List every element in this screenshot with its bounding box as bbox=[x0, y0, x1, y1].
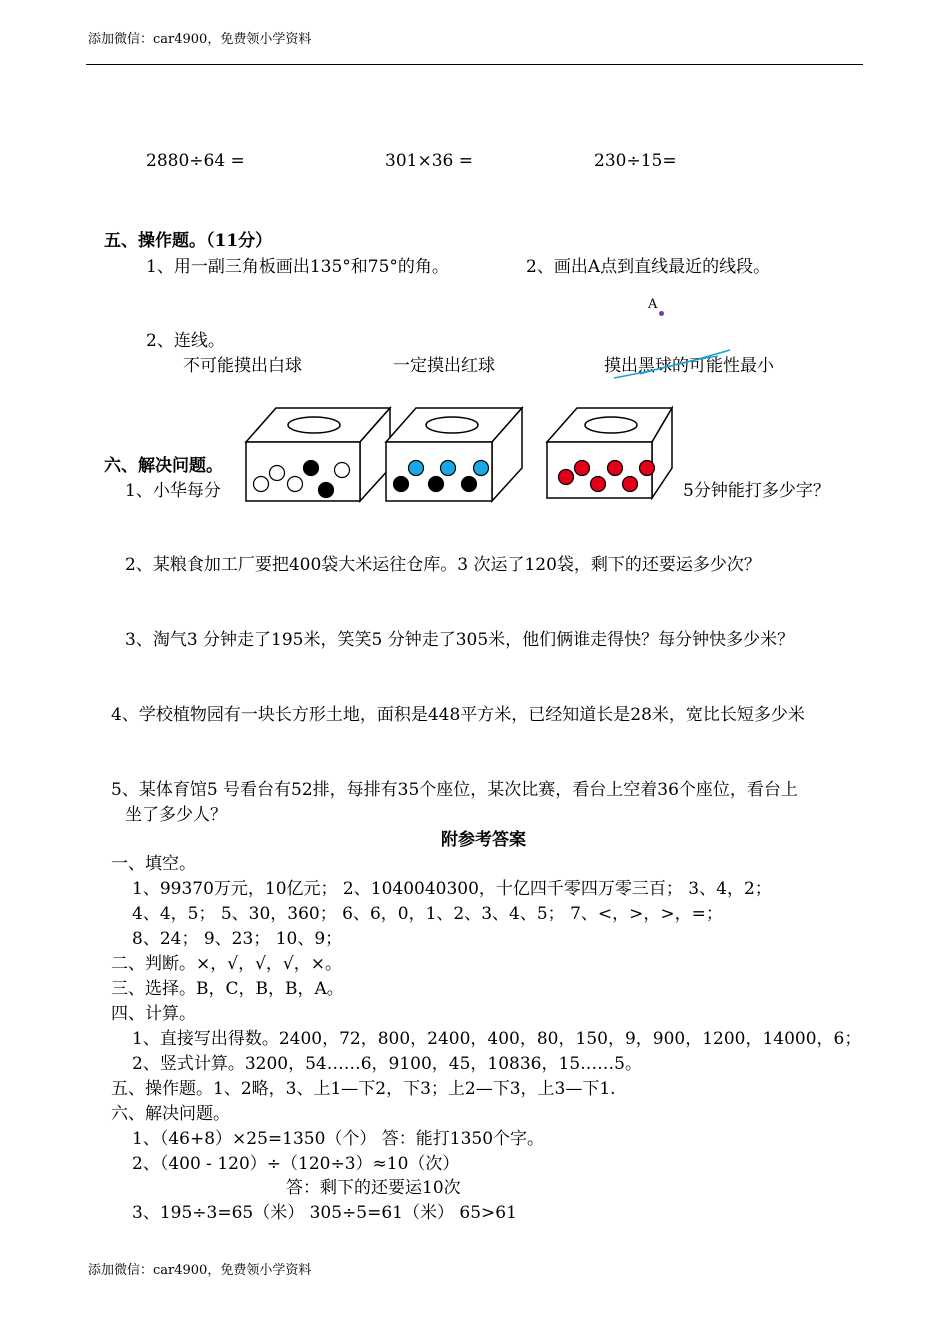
problem5-line2: 坐了多少人？ bbox=[125, 805, 227, 825]
page-header: 添加微信：car4900，免费领小学资料 bbox=[88, 32, 312, 47]
answer-line: 4、4，5； 5、30，360； 6、6，0，1、2、3、4、5； 7、<，>，>，=； bbox=[132, 904, 723, 924]
section5-item1: 1、用一副三角板画出135°和75°的角。 bbox=[146, 257, 449, 277]
calc-question-2: 301×36 = bbox=[385, 151, 473, 171]
problem3: 3、淘气3 分钟走了195米，笑笑5 分钟走了305米，他们俩谁走得快？每分钟快多少米？ bbox=[125, 630, 795, 650]
answer-line: 8、24； 9、23； 10、9； bbox=[132, 929, 343, 949]
black-ball bbox=[319, 483, 334, 498]
probability-boxes bbox=[240, 402, 680, 504]
white-ball bbox=[254, 477, 269, 492]
red-ball bbox=[623, 477, 638, 492]
box-1 bbox=[246, 408, 390, 501]
red-ball bbox=[575, 461, 590, 476]
answer-line: 答：剩下的还要运10次 bbox=[286, 1178, 461, 1198]
answer-line: 2、竖式计算。3200，54……6，9100，45，10836，15……5。 bbox=[132, 1054, 642, 1074]
calc-question-1: 2880÷64 = bbox=[146, 151, 245, 171]
section6-title: 六、解决问题。 bbox=[104, 456, 223, 476]
answer-line: 五、操作题。1、2略，3、上1—下2，下3；上2—下3，上3—下1. bbox=[111, 1079, 616, 1099]
section5-item2: 2、画出A点到直线最近的线段。 bbox=[526, 257, 771, 277]
option-no-white: 不可能摸出白球 bbox=[183, 356, 302, 376]
page-footer: 添加微信：car4900，免费领小学资料 bbox=[88, 1263, 312, 1278]
box-2 bbox=[386, 408, 522, 501]
black-ball bbox=[394, 477, 409, 492]
cyan-ball bbox=[409, 461, 424, 476]
answer-line: 二、判断。×，√，√，√，×。 bbox=[111, 954, 342, 974]
red-ball bbox=[559, 470, 574, 485]
handwritten-stroke bbox=[610, 344, 735, 384]
option-black-least: 摸出黑球的可能性最小 bbox=[604, 356, 774, 376]
problem5-line1: 5、某体育馆5 号看台有52排，每排有35个座位，某次比赛，看台上空着36个座位，看台上 bbox=[111, 780, 798, 800]
problem1-start: 1、小华每分 bbox=[125, 481, 221, 501]
cyan-ball bbox=[474, 461, 489, 476]
section5-title: 五、操作题。（11分） bbox=[104, 231, 273, 251]
box-3 bbox=[547, 408, 672, 498]
option-certain-red: 一定摸出红球 bbox=[393, 356, 495, 376]
cyan-ball bbox=[441, 461, 456, 476]
answer-line: 2、（400 - 120）÷（120÷3）≈10（次） bbox=[132, 1154, 460, 1174]
black-ball bbox=[429, 477, 444, 492]
white-ball bbox=[335, 463, 350, 478]
white-ball bbox=[270, 466, 285, 481]
answer-line: 1、99370万元，10亿元； 2、1040040300，十亿四千零四万零三百； 3、4，2； bbox=[132, 879, 772, 899]
header-rule bbox=[86, 64, 863, 65]
point-a-dot bbox=[659, 311, 664, 316]
answer-line: 一、填空。 bbox=[111, 854, 196, 874]
answer-line: 1、直接写出得数。2400，72，800，2400，400，80，150，9，900，1200，14000，6； bbox=[132, 1029, 862, 1049]
point-a-label: A bbox=[648, 297, 658, 312]
problem1-end: 5分钟能打多少字？ bbox=[683, 481, 830, 501]
answer-line: 1、（46+8）×25=1350（个） 答：能打1350个字。 bbox=[132, 1129, 545, 1149]
answers-title: 附参考答案 bbox=[441, 830, 526, 850]
answer-line: 四、计算。 bbox=[111, 1004, 196, 1024]
answer-line: 3、195÷3=65（米） 305÷5=61（米） 65>61 bbox=[132, 1203, 517, 1223]
answer-line: 六、解决问题。 bbox=[111, 1104, 230, 1124]
black-ball bbox=[462, 477, 477, 492]
black-ball bbox=[304, 461, 319, 476]
problem2: 2、某粮食加工厂要把400袋大米运往仓库。3 次运了120袋，剩下的还要运多少次？ bbox=[125, 555, 761, 575]
calc-question-3: 230÷15= bbox=[594, 151, 677, 171]
red-ball bbox=[608, 461, 623, 476]
answer-line: 三、选择。B，C，B，B，A。 bbox=[111, 979, 344, 999]
red-ball bbox=[640, 461, 655, 476]
white-ball bbox=[288, 477, 303, 492]
red-ball bbox=[591, 477, 606, 492]
section5-item3: 2、连线。 bbox=[146, 331, 225, 351]
problem4: 4、学校植物园有一块长方形土地，面积是448平方米，已经知道长是28米，宽比长短多少米 bbox=[111, 705, 805, 725]
